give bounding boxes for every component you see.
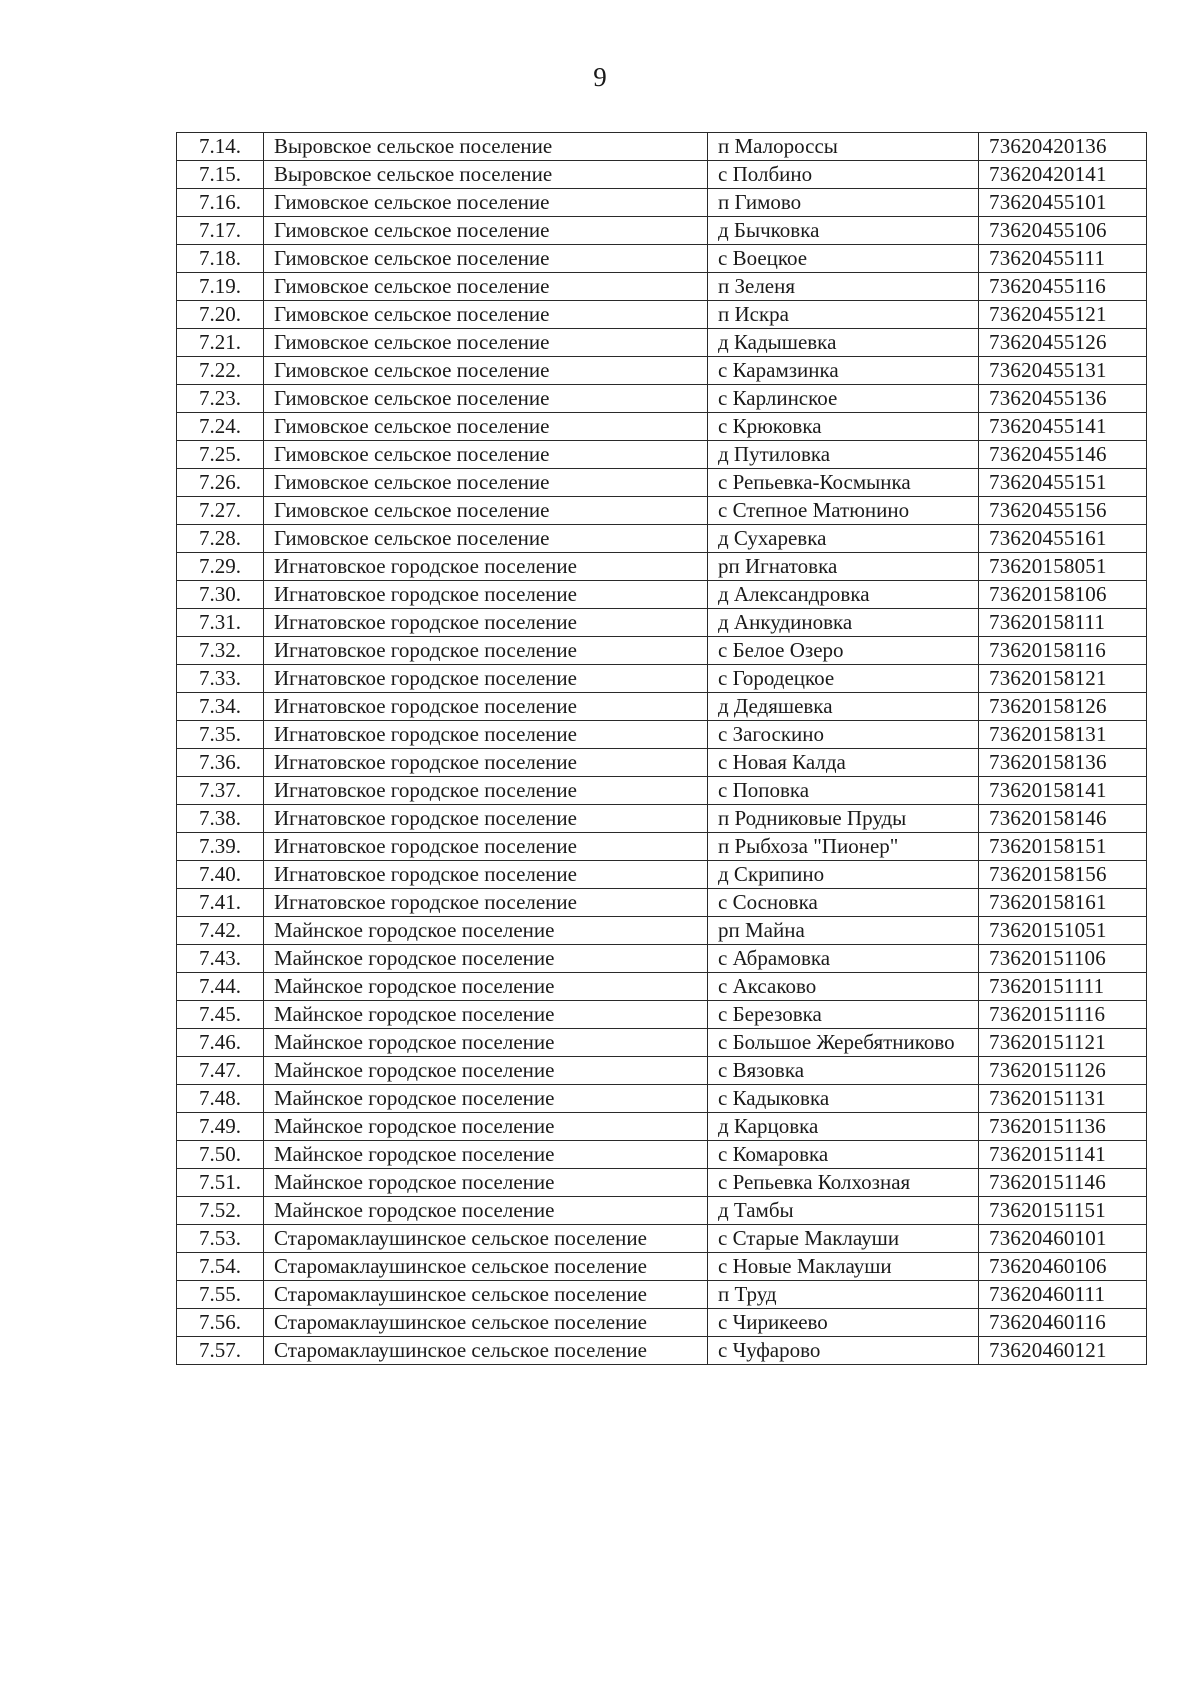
locality-name: д Сухаревка <box>708 525 979 553</box>
table-row <box>177 609 1147 637</box>
row-number: 7.29. <box>177 553 264 581</box>
locality-name: п Искра <box>708 301 979 329</box>
oktmo-code: 73620151136 <box>979 1113 1147 1141</box>
table-row <box>177 273 1147 301</box>
table-row <box>177 1169 1147 1197</box>
locality-name: д Путиловка <box>708 441 979 469</box>
row-number: 7.48. <box>177 1085 264 1113</box>
settlement-name: Старомаклаушинское сельское поселение <box>264 1281 708 1309</box>
oktmo-code: 73620158141 <box>979 777 1147 805</box>
oktmo-code: 73620158136 <box>979 749 1147 777</box>
row-number: 7.25. <box>177 441 264 469</box>
row-number: 7.23. <box>177 385 264 413</box>
row-number: 7.40. <box>177 861 264 889</box>
oktmo-code: 73620460116 <box>979 1309 1147 1337</box>
table-row <box>177 1001 1147 1029</box>
table-row <box>177 805 1147 833</box>
settlement-name: Майнское городское поселение <box>264 973 708 1001</box>
row-number: 7.28. <box>177 525 264 553</box>
table-row <box>177 1281 1147 1309</box>
oktmo-code: 73620151051 <box>979 917 1147 945</box>
locality-name: с Кадыковка <box>708 1085 979 1113</box>
locality-name: д Анкудиновка <box>708 609 979 637</box>
oktmo-code: 73620151151 <box>979 1197 1147 1225</box>
settlement-name: Гимовское сельское поселение <box>264 301 708 329</box>
settlement-name: Майнское городское поселение <box>264 917 708 945</box>
row-number: 7.22. <box>177 357 264 385</box>
locality-name: рп Игнатовка <box>708 553 979 581</box>
row-number: 7.21. <box>177 329 264 357</box>
table-row <box>177 1029 1147 1057</box>
settlements-table <box>176 132 1147 1365</box>
locality-name: д Тамбы <box>708 1197 979 1225</box>
table-row <box>177 1141 1147 1169</box>
row-number: 7.45. <box>177 1001 264 1029</box>
settlement-name: Майнское городское поселение <box>264 1085 708 1113</box>
settlement-name: Майнское городское поселение <box>264 945 708 973</box>
locality-name: с Крюковка <box>708 413 979 441</box>
table-row <box>177 469 1147 497</box>
oktmo-code: 73620455101 <box>979 189 1147 217</box>
row-number: 7.16. <box>177 189 264 217</box>
row-number: 7.55. <box>177 1281 264 1309</box>
locality-name: с Березовка <box>708 1001 979 1029</box>
row-number: 7.56. <box>177 1309 264 1337</box>
page-number: 9 <box>593 62 607 92</box>
row-number: 7.33. <box>177 665 264 693</box>
row-number: 7.27. <box>177 497 264 525</box>
settlement-name: Игнатовское городское поселение <box>264 553 708 581</box>
oktmo-code: 73620455131 <box>979 357 1147 385</box>
oktmo-code: 73620455116 <box>979 273 1147 301</box>
oktmo-code: 73620158131 <box>979 721 1147 749</box>
row-number: 7.31. <box>177 609 264 637</box>
row-number: 7.15. <box>177 161 264 189</box>
locality-name: с Абрамовка <box>708 945 979 973</box>
table-row <box>177 1225 1147 1253</box>
locality-name: д Бычковка <box>708 217 979 245</box>
settlement-name: Старомаклаушинское сельское поселение <box>264 1309 708 1337</box>
table-row <box>177 665 1147 693</box>
table-row <box>177 833 1147 861</box>
locality-name: с Городецкое <box>708 665 979 693</box>
oktmo-code: 73620455156 <box>979 497 1147 525</box>
row-number: 7.19. <box>177 273 264 301</box>
locality-name: с Сосновка <box>708 889 979 917</box>
table-row <box>177 973 1147 1001</box>
oktmo-code: 73620455106 <box>979 217 1147 245</box>
oktmo-code: 73620151121 <box>979 1029 1147 1057</box>
settlement-name: Гимовское сельское поселение <box>264 413 708 441</box>
table-row <box>177 301 1147 329</box>
row-number: 7.37. <box>177 777 264 805</box>
settlement-name: Игнатовское городское поселение <box>264 581 708 609</box>
row-number: 7.30. <box>177 581 264 609</box>
locality-name: с Поповка <box>708 777 979 805</box>
locality-name: с Новая Калда <box>708 749 979 777</box>
locality-name: с Старые Маклауши <box>708 1225 979 1253</box>
settlement-name: Майнское городское поселение <box>264 1113 708 1141</box>
row-number: 7.35. <box>177 721 264 749</box>
table-row <box>177 161 1147 189</box>
settlement-name: Игнатовское городское поселение <box>264 833 708 861</box>
settlement-name: Майнское городское поселение <box>264 1169 708 1197</box>
locality-name: д Карцовка <box>708 1113 979 1141</box>
row-number: 7.42. <box>177 917 264 945</box>
row-number: 7.36. <box>177 749 264 777</box>
table-row <box>177 245 1147 273</box>
row-number: 7.54. <box>177 1253 264 1281</box>
settlement-name: Гимовское сельское поселение <box>264 189 708 217</box>
table-row <box>177 553 1147 581</box>
table-row <box>177 945 1147 973</box>
locality-name: с Белое Озеро <box>708 637 979 665</box>
oktmo-code: 73620158146 <box>979 805 1147 833</box>
settlement-name: Майнское городское поселение <box>264 1029 708 1057</box>
table-row <box>177 385 1147 413</box>
oktmo-code: 73620158151 <box>979 833 1147 861</box>
table-row <box>177 133 1147 161</box>
settlement-name: Майнское городское поселение <box>264 1141 708 1169</box>
oktmo-code: 73620158121 <box>979 665 1147 693</box>
table-row <box>177 329 1147 357</box>
locality-name: д Скрипино <box>708 861 979 889</box>
table-row <box>177 413 1147 441</box>
locality-name: п Гимово <box>708 189 979 217</box>
oktmo-code: 73620151126 <box>979 1057 1147 1085</box>
oktmo-code: 73620460121 <box>979 1337 1147 1365</box>
locality-name: п Рыбхоза "Пионер" <box>708 833 979 861</box>
settlement-name: Гимовское сельское поселение <box>264 217 708 245</box>
locality-name: с Воецкое <box>708 245 979 273</box>
row-number: 7.20. <box>177 301 264 329</box>
settlement-name: Игнатовское городское поселение <box>264 805 708 833</box>
settlement-name: Игнатовское городское поселение <box>264 721 708 749</box>
oktmo-code: 73620420141 <box>979 161 1147 189</box>
table-row <box>177 1309 1147 1337</box>
oktmo-code: 73620158111 <box>979 609 1147 637</box>
row-number: 7.26. <box>177 469 264 497</box>
table-row <box>177 749 1147 777</box>
table-row <box>177 1337 1147 1365</box>
locality-name: с Карлинское <box>708 385 979 413</box>
oktmo-code: 73620455126 <box>979 329 1147 357</box>
oktmo-code: 73620151141 <box>979 1141 1147 1169</box>
settlement-name: Гимовское сельское поселение <box>264 525 708 553</box>
locality-name: п Малороссы <box>708 133 979 161</box>
table-row <box>177 861 1147 889</box>
settlement-name: Гимовское сельское поселение <box>264 441 708 469</box>
locality-name: с Загоскино <box>708 721 979 749</box>
oktmo-code: 73620158161 <box>979 889 1147 917</box>
settlement-name: Гимовское сельское поселение <box>264 357 708 385</box>
settlement-name: Майнское городское поселение <box>264 1057 708 1085</box>
locality-name: с Чирикеево <box>708 1309 979 1337</box>
oktmo-code: 73620158051 <box>979 553 1147 581</box>
table-row <box>177 777 1147 805</box>
table-row <box>177 1113 1147 1141</box>
locality-name: д Александровка <box>708 581 979 609</box>
oktmo-code: 73620460101 <box>979 1225 1147 1253</box>
oktmo-code: 73620455141 <box>979 413 1147 441</box>
row-number: 7.46. <box>177 1029 264 1057</box>
oktmo-code: 73620158156 <box>979 861 1147 889</box>
oktmo-code: 73620455121 <box>979 301 1147 329</box>
settlement-name: Гимовское сельское поселение <box>264 469 708 497</box>
settlement-name: Гимовское сельское поселение <box>264 385 708 413</box>
locality-name: с Степное Матюнино <box>708 497 979 525</box>
settlement-name: Майнское городское поселение <box>264 1001 708 1029</box>
settlement-name: Гимовское сельское поселение <box>264 497 708 525</box>
row-number: 7.34. <box>177 693 264 721</box>
oktmo-code: 73620151146 <box>979 1169 1147 1197</box>
oktmo-code: 73620158116 <box>979 637 1147 665</box>
row-number: 7.18. <box>177 245 264 273</box>
locality-name: с Вязовка <box>708 1057 979 1085</box>
row-number: 7.47. <box>177 1057 264 1085</box>
locality-name: с Комаровка <box>708 1141 979 1169</box>
locality-name: с Репьевка Колхозная <box>708 1169 979 1197</box>
row-number: 7.24. <box>177 413 264 441</box>
oktmo-code: 73620455146 <box>979 441 1147 469</box>
settlement-name: Майнское городское поселение <box>264 1197 708 1225</box>
row-number: 7.17. <box>177 217 264 245</box>
table-row <box>177 721 1147 749</box>
table-row <box>177 581 1147 609</box>
locality-name: д Дедяшевка <box>708 693 979 721</box>
settlement-name: Гимовское сельское поселение <box>264 245 708 273</box>
table-row <box>177 441 1147 469</box>
locality-name: с Большое Жеребятниково <box>708 1029 979 1057</box>
oktmo-code: 73620151131 <box>979 1085 1147 1113</box>
row-number: 7.39. <box>177 833 264 861</box>
settlement-name: Гимовское сельское поселение <box>264 273 708 301</box>
table-row <box>177 1253 1147 1281</box>
settlement-name: Игнатовское городское поселение <box>264 665 708 693</box>
row-number: 7.49. <box>177 1113 264 1141</box>
table-row <box>177 525 1147 553</box>
table-row <box>177 217 1147 245</box>
oktmo-code: 73620455136 <box>979 385 1147 413</box>
locality-name: д Кадышевка <box>708 329 979 357</box>
settlement-name: Выровское сельское поселение <box>264 161 708 189</box>
settlement-name: Игнатовское городское поселение <box>264 693 708 721</box>
locality-name: с Репьевка-Космынка <box>708 469 979 497</box>
oktmo-code: 73620455111 <box>979 245 1147 273</box>
row-number: 7.52. <box>177 1197 264 1225</box>
table-row <box>177 1197 1147 1225</box>
settlement-name: Игнатовское городское поселение <box>264 861 708 889</box>
settlement-name: Игнатовское городское поселение <box>264 777 708 805</box>
oktmo-code: 73620460111 <box>979 1281 1147 1309</box>
locality-name: с Полбино <box>708 161 979 189</box>
settlement-name: Игнатовское городское поселение <box>264 637 708 665</box>
table-row <box>177 1085 1147 1113</box>
row-number: 7.53. <box>177 1225 264 1253</box>
settlement-name: Выровское сельское поселение <box>264 133 708 161</box>
table-row <box>177 1057 1147 1085</box>
row-number: 7.14. <box>177 133 264 161</box>
settlement-name: Гимовское сельское поселение <box>264 329 708 357</box>
row-number: 7.57. <box>177 1337 264 1365</box>
oktmo-code: 73620420136 <box>979 133 1147 161</box>
oktmo-code: 73620151111 <box>979 973 1147 1001</box>
row-number: 7.41. <box>177 889 264 917</box>
settlement-name: Игнатовское городское поселение <box>264 609 708 637</box>
oktmo-code: 73620151106 <box>979 945 1147 973</box>
table-row <box>177 917 1147 945</box>
table-row <box>177 889 1147 917</box>
table-row <box>177 637 1147 665</box>
row-number: 7.50. <box>177 1141 264 1169</box>
settlement-name: Старомаклаушинское сельское поселение <box>264 1337 708 1365</box>
locality-name: с Чуфарово <box>708 1337 979 1365</box>
row-number: 7.38. <box>177 805 264 833</box>
oktmo-code: 73620158106 <box>979 581 1147 609</box>
locality-name: с Карамзинка <box>708 357 979 385</box>
table-row <box>177 693 1147 721</box>
oktmo-code: 73620455161 <box>979 525 1147 553</box>
table-row <box>177 497 1147 525</box>
locality-name: п Зеленя <box>708 273 979 301</box>
oktmo-code: 73620455151 <box>979 469 1147 497</box>
row-number: 7.51. <box>177 1169 264 1197</box>
row-number: 7.43. <box>177 945 264 973</box>
table-row <box>177 357 1147 385</box>
settlement-name: Игнатовское городское поселение <box>264 889 708 917</box>
settlement-name: Старомаклаушинское сельское поселение <box>264 1253 708 1281</box>
row-number: 7.32. <box>177 637 264 665</box>
locality-name: п Труд <box>708 1281 979 1309</box>
oktmo-code: 73620151116 <box>979 1001 1147 1029</box>
oktmo-code: 73620460106 <box>979 1253 1147 1281</box>
locality-name: с Новые Маклауши <box>708 1253 979 1281</box>
table-row <box>177 189 1147 217</box>
locality-name: п Родниковые Пруды <box>708 805 979 833</box>
locality-name: рп Майна <box>708 917 979 945</box>
row-number: 7.44. <box>177 973 264 1001</box>
oktmo-code: 73620158126 <box>979 693 1147 721</box>
table-body <box>177 133 1147 1365</box>
settlement-name: Старомаклаушинское сельское поселение <box>264 1225 708 1253</box>
locality-name: с Аксаково <box>708 973 979 1001</box>
settlement-name: Игнатовское городское поселение <box>264 749 708 777</box>
